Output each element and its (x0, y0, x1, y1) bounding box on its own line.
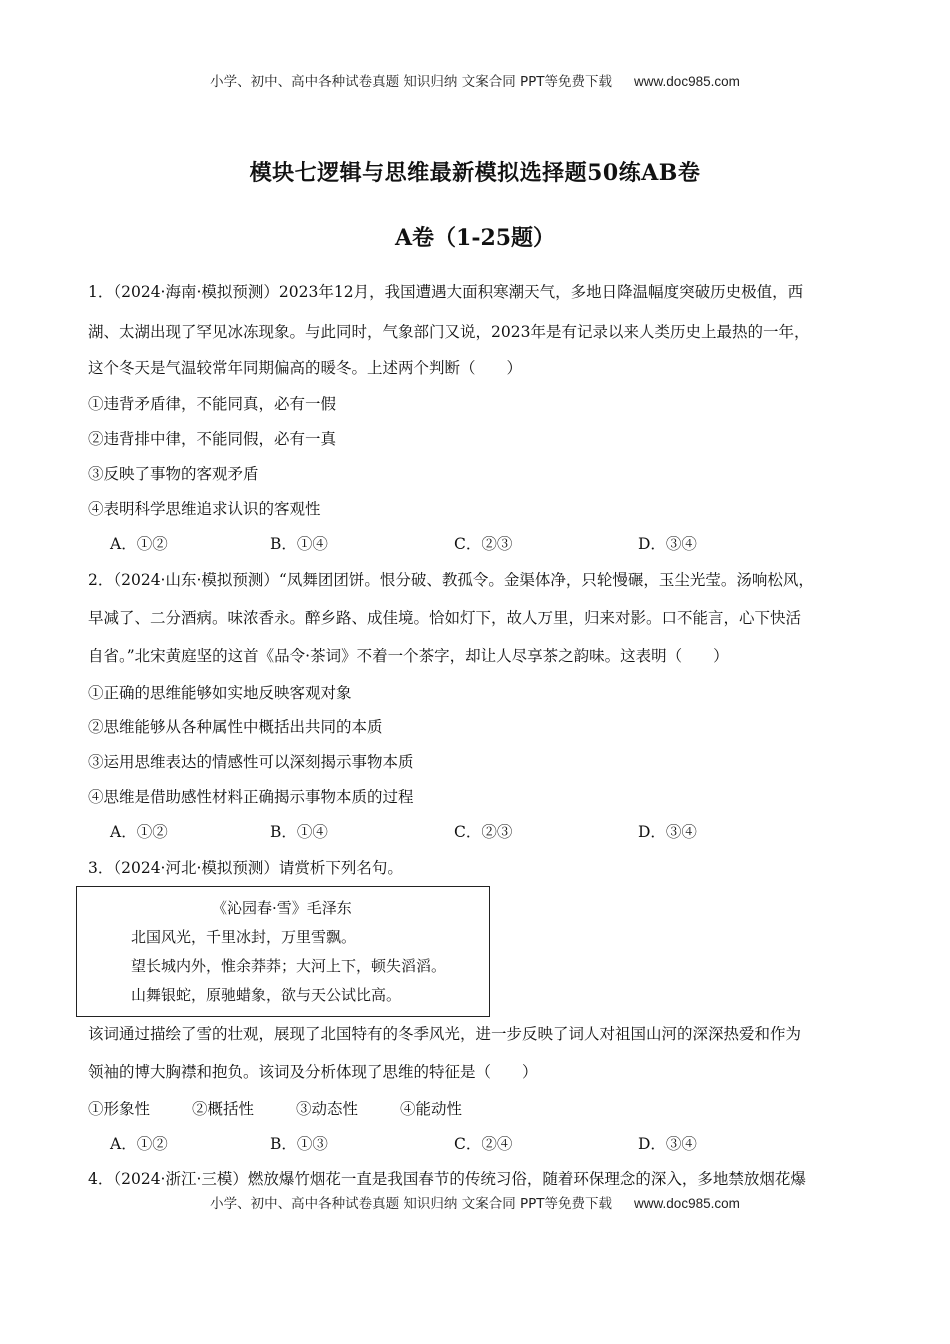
q2-option-b[interactable]: B．①④ (270, 823, 328, 841)
header-site[interactable]: www.doc985.com (634, 74, 740, 89)
q2-line-1: 2．（2024·山东·模拟预测）“凤舞团团饼。恨分破、教孤令。金渠体净，只轮慢碾，玉尘光莹。汤响松风， (88, 571, 814, 589)
poem-line-1: 北国风光，千里冰封，万里雪飘。 (131, 928, 357, 946)
q3-items (88, 1097, 588, 1119)
q3-line-1: 该词通过描绘了雪的壮观，展现了北国特有的冬季风光，进一步反映了词人对祖国山河的深深热爱和作为 (88, 1025, 802, 1043)
document-title: 模块七逻辑与思维最新模拟选择题50练AB卷 (249, 160, 701, 186)
q3-intro: 3．（2024·河北·模拟预测）请赏析下列名句。 (88, 859, 403, 877)
q1-option-d[interactable]: D．③④ (638, 535, 697, 553)
footer-site[interactable]: www.doc985.com (634, 1196, 740, 1211)
header-text: 小学、初中、高中各种试卷真题 知识归纳 文案合同 PPT等免费下载 (210, 74, 613, 90)
q3-item-1: ①形象性 (88, 1100, 151, 1118)
q1-line-2: 湖、太湖出现了罕见冰冻现象。与此同时，气象部门又说，2023年是有记录以来人类历史上最热的一年， (88, 323, 810, 341)
poem-line-2: 望长城内外，惟余莽莽；大河上下，顿失滔滔。 (131, 957, 447, 975)
q2-line-2: 早减了、二分酒病。味浓香永。醉乡路、成佳境。恰如灯下，故人万里，归来对影。口不能言，心下快活 (88, 609, 802, 627)
q1-option-b[interactable]: B．①④ (270, 535, 328, 553)
section-subtitle: A卷（1-25题） (394, 225, 556, 251)
q2-line-3: 自省。”北宋黄庭坚的这首《品令·茶词》不着一个茶字，却让人尽享茶之韵味。这表明（ ） (88, 647, 729, 665)
q1-item-1: ①违背矛盾律，不能同真，必有一假 (88, 395, 337, 413)
q2-option-c[interactable]: C．②③ (454, 823, 513, 841)
poem-title: 《沁园春·雪》毛泽东 (212, 899, 352, 917)
q2-item-1: ①正确的思维能够如实地反映客观对象 (88, 684, 352, 702)
q3-item-4: ④能动性 (400, 1100, 463, 1118)
q1-line-1: 1．（2024·海南·模拟预测）2023年12月，我国遭遇大面积寒潮天气，多地日降温幅度突破历史极值，西 (88, 283, 804, 301)
q2-item-3: ③运用思维表达的情感性可以深刻揭示事物本质 (88, 753, 414, 771)
q3-line-2: 领袖的博大胸襟和抱负。该词及分析体现了思维的特征是（ ） (88, 1063, 538, 1081)
poem-line-3: 山舞银蛇，原驰蜡象，欲与天公试比高。 (131, 986, 402, 1004)
q2-item-2: ②思维能够从各种属性中概括出共同的本质 (88, 718, 383, 736)
page-header (0, 70, 950, 90)
q3-item-3: ③动态性 (296, 1100, 359, 1118)
q3-item-2: ②概括性 (192, 1100, 255, 1118)
page-footer (0, 1192, 950, 1212)
q3-option-a[interactable]: A．①② (110, 1135, 168, 1153)
q2-item-4: ④思维是借助感性材料正确揭示事物本质的过程 (88, 788, 414, 806)
q2-option-a[interactable]: A．①② (110, 823, 168, 841)
q1-line-3: 这个冬天是气温较常年同期偏高的暖冬。上述两个判断（ ） (88, 359, 523, 377)
q1-item-4: ④表明科学思维追求认识的客观性 (88, 500, 321, 518)
poem-box (76, 886, 490, 1017)
q3-option-d[interactable]: D．③④ (638, 1135, 697, 1153)
q1-option-a[interactable]: A．①② (110, 535, 168, 553)
q3-option-c[interactable]: C．②④ (454, 1135, 513, 1153)
q2-option-d[interactable]: D．③④ (638, 823, 697, 841)
q4-line-1: 4．（2024·浙江·三模）燃放爆竹烟花一直是我国春节的传统习俗，随着环保理念的深入，多地禁放烟花爆 (88, 1170, 806, 1188)
footer-text: 小学、初中、高中各种试卷真题 知识归纳 文案合同 PPT等免费下载 (210, 1196, 613, 1212)
q1-item-3: ③反映了事物的客观矛盾 (88, 465, 259, 483)
q1-option-c[interactable]: C．②③ (454, 535, 513, 553)
q1-item-2: ②违背排中律，不能同假，必有一真 (88, 430, 337, 448)
q3-option-b[interactable]: B．①③ (270, 1135, 328, 1153)
